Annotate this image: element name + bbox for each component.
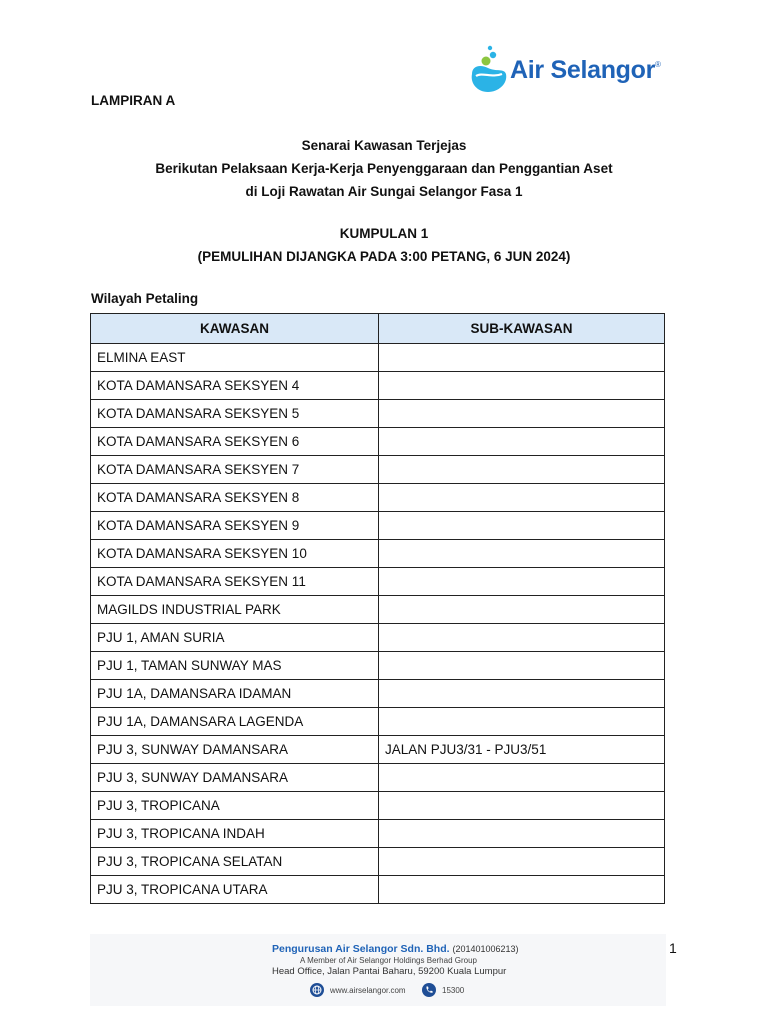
kawasan-cell: KOTA DAMANSARA SEKSYEN 5 bbox=[91, 400, 379, 428]
kawasan-cell: KOTA DAMANSARA SEKSYEN 7 bbox=[91, 456, 379, 484]
table-row bbox=[91, 456, 665, 484]
table-row bbox=[91, 792, 665, 820]
table-row bbox=[91, 484, 665, 512]
kawasan-cell: KOTA DAMANSARA SEKSYEN 4 bbox=[91, 372, 379, 400]
kawasan-cell: PJU 1A, DAMANSARA LAGENDA bbox=[91, 708, 379, 736]
table-header-row bbox=[91, 314, 665, 344]
restoration-notice: (PEMULIHAN DIJANGKA PADA 3:00 PETANG, 6 JUN 2024) bbox=[197, 249, 571, 264]
sub-kawasan-cell bbox=[379, 652, 665, 680]
table-row bbox=[91, 820, 665, 848]
kawasan-cell: PJU 3, SUNWAY DAMANSARA bbox=[91, 736, 379, 764]
kawasan-cell: PJU 3, TROPICANA bbox=[91, 792, 379, 820]
footer-office-address: Head Office, Jalan Pantai Baharu, 59200 Kuala Lumpur bbox=[272, 966, 507, 977]
page-number: 1 bbox=[669, 940, 677, 956]
table-row bbox=[91, 680, 665, 708]
sub-kawasan-cell bbox=[379, 512, 665, 540]
sub-kawasan-cell bbox=[379, 764, 665, 792]
footer-member-line: A Member of Air Selangor Holdings Berhad Group bbox=[300, 956, 477, 965]
sub-kawasan-cell bbox=[379, 624, 665, 652]
column-header-kawasan: KAWASAN bbox=[91, 314, 379, 344]
kawasan-cell: KOTA DAMANSARA SEKSYEN 8 bbox=[91, 484, 379, 512]
sub-kawasan-cell bbox=[379, 456, 665, 484]
sub-kawasan-cell bbox=[379, 428, 665, 456]
kawasan-cell: PJU 1, TAMAN SUNWAY MAS bbox=[91, 652, 379, 680]
sub-kawasan-cell bbox=[379, 540, 665, 568]
table-row bbox=[91, 848, 665, 876]
table-row bbox=[91, 568, 665, 596]
footer-website[interactable] bbox=[310, 983, 406, 997]
footer-company-name: Pengurusan Air Selangor Sdn. Bhd. bbox=[272, 943, 450, 955]
kawasan-cell: KOTA DAMANSARA SEKSYEN 6 bbox=[91, 428, 379, 456]
table-row bbox=[91, 540, 665, 568]
footer-phone[interactable] bbox=[422, 983, 464, 997]
table-row bbox=[91, 708, 665, 736]
table-row bbox=[91, 876, 665, 904]
footer-phone-text: 15300 bbox=[442, 985, 465, 995]
table-row bbox=[91, 736, 665, 764]
sub-kawasan-cell bbox=[379, 400, 665, 428]
document-title: Senarai Kawasan Terjejas bbox=[301, 138, 467, 153]
sub-kawasan-cell: JALAN PJU3/31 - PJU3/51 bbox=[379, 736, 665, 764]
appendix-label: LAMPIRAN A bbox=[91, 93, 176, 108]
document-subtitle-location: di Loji Rawatan Air Sungai Selangor Fasa 1 bbox=[245, 184, 523, 199]
region-label: Wilayah Petaling bbox=[91, 291, 199, 306]
sub-kawasan-cell bbox=[379, 568, 665, 596]
kawasan-cell: PJU 1A, DAMANSARA IDAMAN bbox=[91, 680, 379, 708]
footer-company bbox=[272, 943, 519, 955]
sub-kawasan-cell bbox=[379, 792, 665, 820]
brand-name: Air Selangor bbox=[510, 56, 656, 84]
kawasan-cell: PJU 3, TROPICANA UTARA bbox=[91, 876, 379, 904]
document-subtitle: Berikutan Pelaksaan Kerja-Kerja Penyenggaraan dan Penggantian Aset bbox=[155, 161, 613, 176]
table-row bbox=[91, 764, 665, 792]
footer-registration-number: (201401006213) bbox=[452, 944, 519, 954]
table-row bbox=[91, 512, 665, 540]
table-row bbox=[91, 652, 665, 680]
kawasan-cell: MAGILDS INDUSTRIAL PARK bbox=[91, 596, 379, 624]
column-header-sub-kawasan: SUB-KAWASAN bbox=[379, 314, 665, 344]
kawasan-cell: PJU 3, TROPICANA SELATAN bbox=[91, 848, 379, 876]
kawasan-cell: KOTA DAMANSARA SEKSYEN 11 bbox=[91, 568, 379, 596]
sub-kawasan-cell bbox=[379, 680, 665, 708]
kawasan-cell: KOTA DAMANSARA SEKSYEN 9 bbox=[91, 512, 379, 540]
sub-kawasan-cell bbox=[379, 344, 665, 372]
phone-icon bbox=[422, 983, 436, 997]
registered-mark: ® bbox=[655, 60, 661, 69]
sub-kawasan-cell bbox=[379, 596, 665, 624]
table-row bbox=[91, 344, 665, 372]
kawasan-cell: ELMINA EAST bbox=[91, 344, 379, 372]
table-row bbox=[91, 372, 665, 400]
sub-kawasan-cell bbox=[379, 876, 665, 904]
kawasan-cell: KOTA DAMANSARA SEKSYEN 10 bbox=[91, 540, 379, 568]
table-row bbox=[91, 400, 665, 428]
group-label: KUMPULAN 1 bbox=[339, 226, 429, 241]
affected-areas-table bbox=[90, 313, 665, 904]
water-drop-logo-icon bbox=[466, 44, 512, 94]
globe-icon bbox=[310, 983, 324, 997]
sub-kawasan-cell bbox=[379, 708, 665, 736]
table-row bbox=[91, 428, 665, 456]
sub-kawasan-cell bbox=[379, 372, 665, 400]
kawasan-cell: PJU 3, SUNWAY DAMANSARA bbox=[91, 764, 379, 792]
sub-kawasan-cell bbox=[379, 848, 665, 876]
sub-kawasan-cell bbox=[379, 820, 665, 848]
kawasan-cell: PJU 3, TROPICANA INDAH bbox=[91, 820, 379, 848]
footer-website-text: www.airselangor.com bbox=[330, 985, 406, 995]
table-row bbox=[91, 624, 665, 652]
kawasan-cell: PJU 1, AMAN SURIA bbox=[91, 624, 379, 652]
air-selangor-logo bbox=[466, 44, 686, 94]
sub-kawasan-cell bbox=[379, 484, 665, 512]
table-row bbox=[91, 596, 665, 624]
